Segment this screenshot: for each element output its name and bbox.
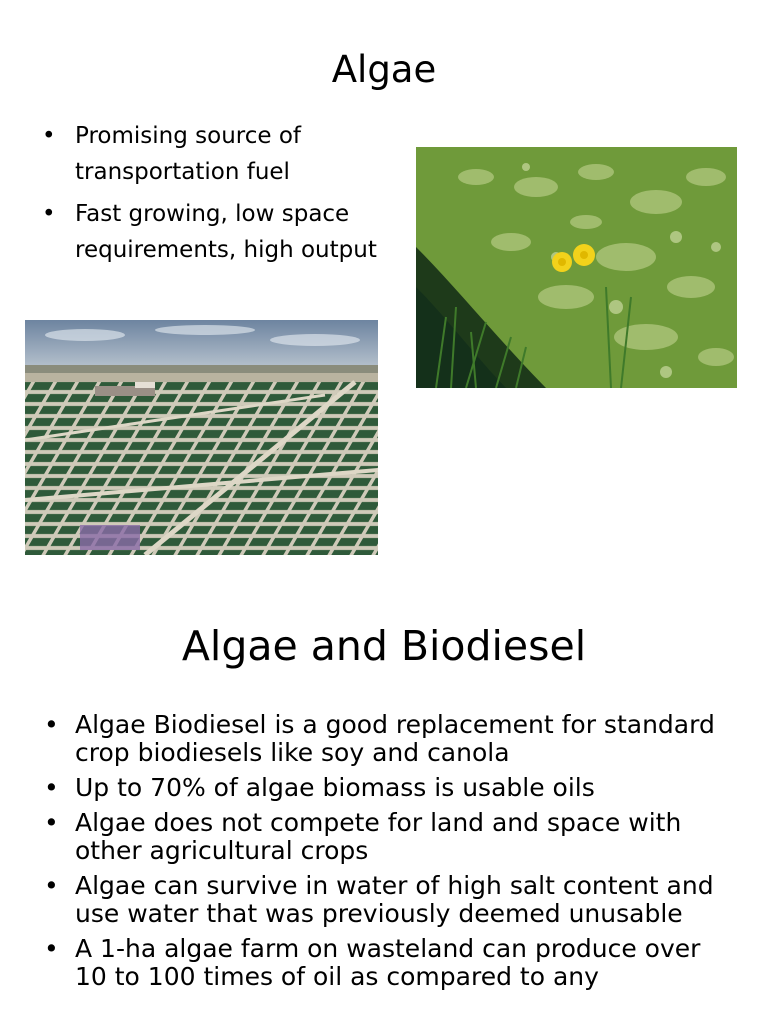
bullet-item [44, 935, 734, 991]
bullet-item [42, 118, 382, 190]
bullet-list [42, 118, 382, 274]
bullet-marker: • [44, 871, 59, 900]
bullet-marker: • [42, 123, 56, 149]
bullet-item [44, 774, 734, 802]
bullet-item [44, 809, 734, 865]
bullet-marker: • [42, 201, 56, 227]
bullet-text: Algae can survive in water of high salt content and use water that was previously deemed unusable [75, 871, 714, 928]
bullet-marker: • [44, 808, 59, 837]
bullet-text: Promising source of transportation fuel [75, 123, 302, 185]
bullet-text: A 1-ha algae farm on wasteland can produce over 10 to 100 times of oil as compared to any [75, 934, 701, 991]
slide-title: Algae [331, 48, 437, 91]
bullet-text: Algae does not compete for land and space with other agricultural crops [75, 808, 682, 865]
algae-farm-photo [25, 320, 378, 555]
slide-title: Algae and Biodiesel [181, 622, 587, 670]
bullet-marker: • [44, 773, 59, 802]
slide-algae-biodiesel [0, 576, 768, 1024]
bullet-marker: • [44, 934, 59, 963]
bullet-marker: • [44, 710, 59, 739]
bullet-text: Up to 70% of algae biomass is usable oils [75, 773, 595, 802]
bullet-item [44, 872, 734, 928]
bullet-item [44, 711, 734, 767]
bullet-list [44, 711, 734, 998]
algae-pond-photo [416, 147, 737, 388]
bullet-text: Algae Biodiesel is a good replacement for standard crop biodiesels like soy and canola [75, 710, 715, 767]
bullet-item [42, 196, 382, 268]
bullet-text: Fast growing, low space requirements, high output [75, 201, 377, 263]
